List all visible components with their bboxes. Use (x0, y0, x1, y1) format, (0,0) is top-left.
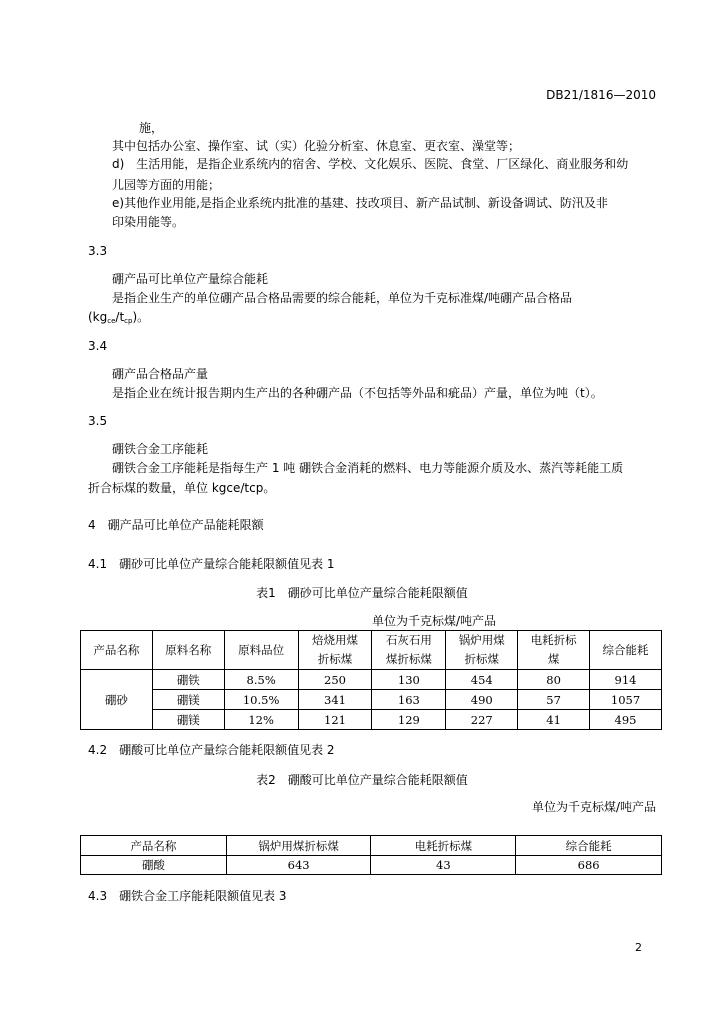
table-1-caption: 表1 硼砂可比单位产量综合能耗限额值 (256, 586, 468, 600)
table-2-header: 综合能耗 (516, 836, 662, 856)
table-1-header: 石灰石用 煤折标煤 (372, 631, 446, 670)
list-line-1: 施， (139, 121, 164, 135)
table-row (81, 670, 662, 690)
table-cell: 686 (516, 856, 662, 875)
table-1 (80, 630, 662, 730)
section-3-3-title: 硼产品可比单位产量综合能耗 (112, 272, 269, 286)
list-line-3: d) 生活用能，是指企业系统内的宿舍、学校、文化娱乐、医院、食堂、厂区绿化、商业服务和幼 (112, 157, 629, 171)
table-cell: 914 (590, 670, 662, 690)
table-row (81, 856, 662, 875)
table-cell: 130 (372, 670, 446, 690)
section-3-5-number: 3.5 (88, 414, 108, 428)
table-cell: 10.5% (224, 690, 298, 710)
section-3-4-number: 3.4 (88, 339, 108, 353)
section-4-3-heading: 4.3 硼铁合金工序能耗限额值见表 3 (88, 889, 287, 903)
table-cell: 43 (371, 856, 516, 875)
list-line-5: e)其他作业用能,是指企业系统内批准的基建、技改项目、新产品试制、新设备调试、防汛及非 (112, 196, 608, 210)
table-cell: 643 (226, 856, 371, 875)
section-3-5-text-2: 折合标煤的数量，单位 kgce/tcp。 (88, 481, 276, 495)
table-cell: 硼铁 (152, 670, 224, 690)
table-2-header: 产品名称 (81, 836, 227, 856)
section-3-4-text: 是指企业在统计报告期内生产出的各种硼产品（不包括等外品和疵品）产量，单位为吨（t）。 (112, 386, 603, 400)
table-1-unit: 单位为千克标煤/吨产品 (372, 614, 497, 628)
table-cell: 121 (298, 710, 372, 730)
table-row (81, 710, 662, 730)
table-cell: 495 (590, 710, 662, 730)
table-1-header: 锅炉用煤 折标煤 (446, 631, 518, 670)
document-id: DB21/1816—2010 (546, 88, 656, 102)
table-cell: 8.5% (224, 670, 298, 690)
table-2-unit: 单位为千克标煤/吨产品 (531, 800, 656, 814)
section-4-2-heading: 4.2 硼酸可比单位产量综合能耗限额值见表 2 (88, 743, 335, 757)
table-1-header: 电耗折标 煤 (518, 631, 590, 670)
section-3-5-title: 硼铁合金工序能耗 (112, 442, 209, 456)
table-2 (80, 835, 662, 875)
table-cell: 80 (518, 670, 590, 690)
table-1-product-cell: 硼砂 (81, 670, 153, 730)
page-number: 2 (635, 941, 642, 954)
section-3-3-text: 是指企业生产的单位硼产品合格品需要的综合能耗，单位为千克标准煤/吨硼产品合格品 (112, 291, 573, 305)
section-4-heading: 4 硼产品可比单位产品能耗限额 (88, 518, 264, 532)
table-1-header: 产品名称 (81, 631, 153, 670)
section-4-1-heading: 4.1 硼砂可比单位产量综合能耗限额值见表 1 (88, 557, 335, 571)
table-1-header: 原料名称 (152, 631, 224, 670)
table-cell: 41 (518, 710, 590, 730)
table-2-header: 电耗折标煤 (371, 836, 516, 856)
list-line-2: 其中包括办公室、操作室、试（实）化验分析室、休息室、更衣室、澡堂等； (112, 139, 521, 153)
table-cell: 57 (518, 690, 590, 710)
table-cell: 163 (372, 690, 446, 710)
table-cell: 129 (372, 710, 446, 730)
table-cell: 341 (298, 690, 372, 710)
table-cell: 490 (446, 690, 518, 710)
table-cell: 1057 (590, 690, 662, 710)
table-1-header: 焙烧用煤 折标煤 (298, 631, 372, 670)
table-cell: 227 (446, 710, 518, 730)
section-3-3-number: 3.3 (88, 244, 108, 258)
table-2-header: 锅炉用煤折标煤 (226, 836, 371, 856)
section-3-3-unit: $(kg_{ce}/t_{cp})$。 (88, 310, 150, 325)
table-cell: 硼酸 (81, 856, 227, 875)
table-2-header-row (81, 836, 662, 856)
table-cell: 12% (224, 710, 298, 730)
table-1-header: 综合能耗 (590, 631, 662, 670)
table-1-header-row (81, 631, 662, 670)
section-3-5-text: 硼铁合金工序能耗是指每生产 1 吨 硼铁合金消耗的燃料、电力等能源介质及水、蒸汽等耗能工质 (112, 461, 624, 475)
table-cell: 454 (446, 670, 518, 690)
table-row (81, 690, 662, 710)
list-line-6: 印染用能等。 (112, 215, 185, 229)
list-line-4: 儿园等方面的用能； (112, 178, 221, 192)
table-cell: 250 (298, 670, 372, 690)
table-cell: 硼镁 (152, 690, 224, 710)
section-3-4-title: 硼产品合格品产量 (112, 367, 209, 381)
table-1-header: 原料品位 (224, 631, 298, 670)
table-cell: 硼镁 (152, 710, 224, 730)
table-2-caption: 表2 硼酸可比单位产量综合能耗限额值 (256, 773, 468, 787)
